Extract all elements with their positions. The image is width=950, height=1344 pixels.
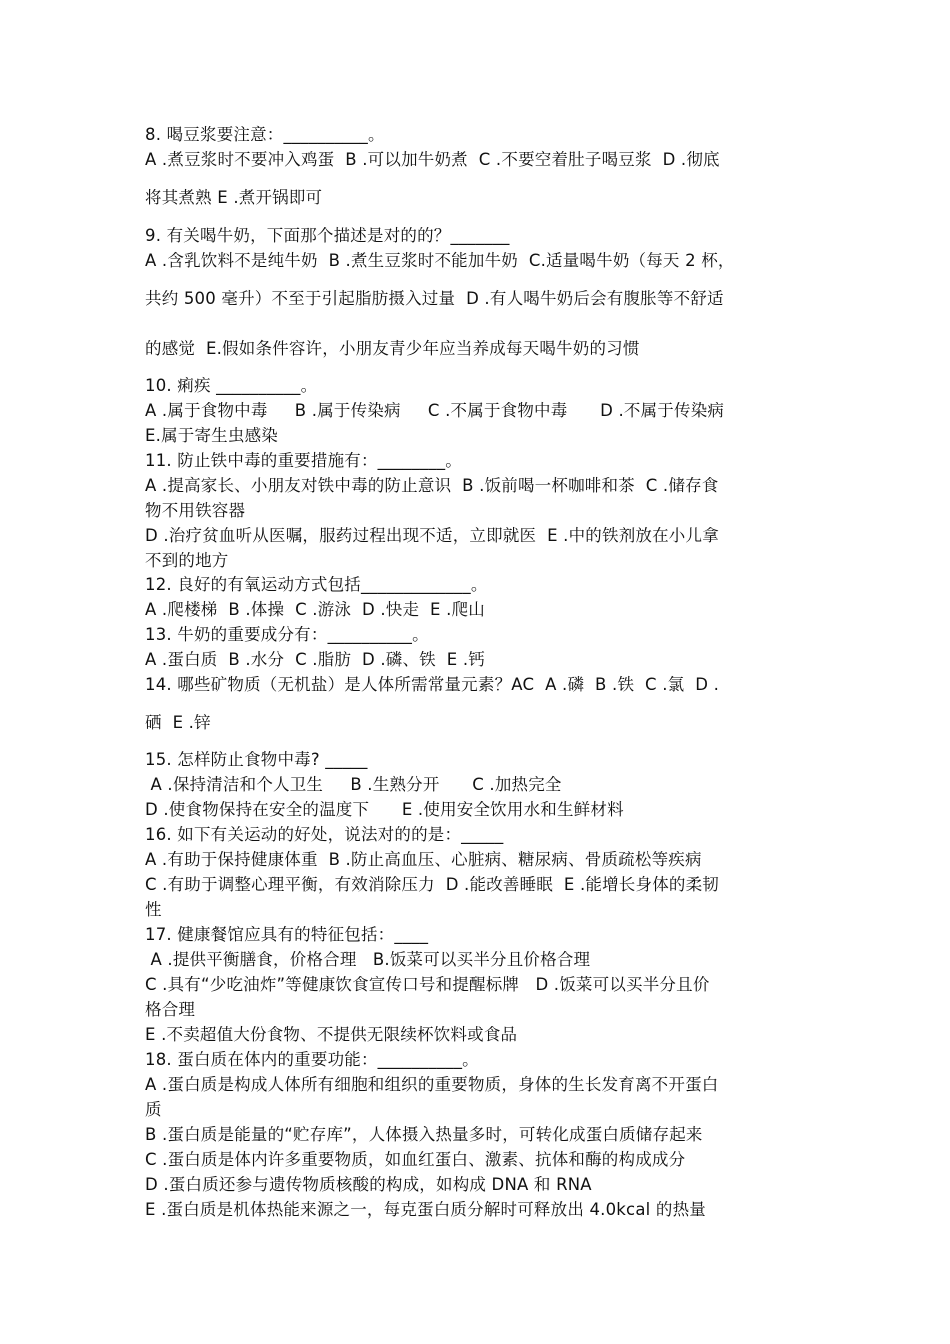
text-line: A .爬楼梯 B .体操 C .游泳 D .快走 E .爬山 xyxy=(145,600,485,619)
text-line: A .保持清洁和个人卫生 B .生熟分开 C .加热完全 xyxy=(145,775,562,794)
text-line: 16. 如下有关运动的好处，说法对的的是：_____ xyxy=(145,825,504,844)
text-line: 10. 痢疾 __________。 xyxy=(145,376,318,395)
text-line: 共约 500 毫升）不至于引起脂肪摄入过量 D .有人喝牛奶后会有腹胀等不舒适 xyxy=(145,289,724,308)
text-line: 不到的地方 xyxy=(145,551,229,570)
text-line: 11. 防止铁中毒的重要措施有：________。 xyxy=(145,451,462,470)
text-line: 质 xyxy=(145,1100,162,1119)
text-line: E .不卖超值大份食物、不提供无限续杯饮料或食品 xyxy=(145,1025,518,1044)
text-line: A .有助于保持健康体重 B .防止高血压、心脏病、糖尿病、骨质疏松等疾病 xyxy=(145,850,702,869)
text-line: C .具有“少吃油炸”等健康饮食宣传口号和提醒标牌 D .饭菜可以买半分且价 xyxy=(145,975,710,994)
text-line: E.属于寄生虫感染 xyxy=(145,426,278,445)
text-line: A .煮豆浆时不要冲入鸡蛋 B .可以加牛奶煮 C .不要空着肚子喝豆浆 D .彻底 xyxy=(145,150,720,169)
text-line: A .蛋白质是构成人体所有细胞和组织的重要物质，身体的生长发育离不开蛋白 xyxy=(145,1075,719,1094)
text-line: 13. 牛奶的重要成分有：__________。 xyxy=(145,625,429,644)
text-line: D .蛋白质还参与遗传物质核酸的构成，如构成 DNA 和 RNA xyxy=(145,1175,592,1194)
text-line: 18. 蛋白质在体内的重要功能：__________。 xyxy=(145,1050,479,1069)
text-line: 硒 E .锌 xyxy=(145,713,211,732)
text-line: C .蛋白质是体内许多重要物质，如血红蛋白、激素、抗体和酶的构成成分 xyxy=(145,1150,686,1169)
text-line: E .蛋白质是机体热能来源之一，每克蛋白质分解时可释放出 4.0kcal 的热量 xyxy=(145,1200,706,1219)
text-line: 14. 哪些矿物质（无机盐）是人体所需常量元素？AC A .磷 B .铁 C .氯 D . xyxy=(145,675,720,694)
text-line: 12. 良好的有氧运动方式包括_____________。 xyxy=(145,575,488,594)
text-line: 9. 有关喝牛奶，下面那个描述是对的的？_______ xyxy=(145,226,510,245)
text-line: D .治疗贫血听从医嘱，服药过程出现不适，立即就医 E .中的铁剂放在小儿拿 xyxy=(145,526,719,545)
text-line: C .有助于调整心理平衡，有效消除压力 D .能改善睡眠 E .能增长身体的柔韧 xyxy=(145,875,720,894)
text-line: 17. 健康餐馆应具有的特征包括：____ xyxy=(145,925,429,944)
text-line: A .提供平衡膳食，价格合理 B.饭菜可以买半分且价格合理 xyxy=(145,950,591,969)
text-line: 性 xyxy=(145,900,162,919)
text-line: 的感觉 E.假如条件容许，小朋友青少年应当养成每天喝牛奶的习惯 xyxy=(145,339,640,358)
text-line: B .蛋白质是能量的“贮存库”，人体摄入热量多时，可转化成蛋白质储存起来 xyxy=(145,1125,703,1144)
text-line: A .属于食物中毒 B .属于传染病 C .不属于食物中毒 D .不属于传染病 xyxy=(145,401,725,420)
text-line: 格合理 xyxy=(145,1000,196,1019)
text-line: A .提高家长、小朋友对铁中毒的防止意识 B .饭前喝一杯咖啡和茶 C .储存食 xyxy=(145,476,719,495)
text-line: 15. 怎样防止食物中毒? _____ xyxy=(145,750,368,769)
text-line: D .使食物保持在安全的温度下 E .使用安全饮用水和生鲜材料 xyxy=(145,800,624,819)
text-line: 将其煮熟 E .煮开锅即可 xyxy=(145,188,323,207)
text-line: 8. 喝豆浆要注意：__________。 xyxy=(145,125,385,144)
text-line: A .蛋白质 B .水分 C .脂肪 D .磷、铁 E .钙 xyxy=(145,650,485,669)
text-line: A .含乳饮料不是纯牛奶 B .煮生豆浆时不能加牛奶 C.适量喝牛奶（每天 2 杯， xyxy=(145,251,735,270)
text-line: 物不用铁容器 xyxy=(145,501,246,520)
